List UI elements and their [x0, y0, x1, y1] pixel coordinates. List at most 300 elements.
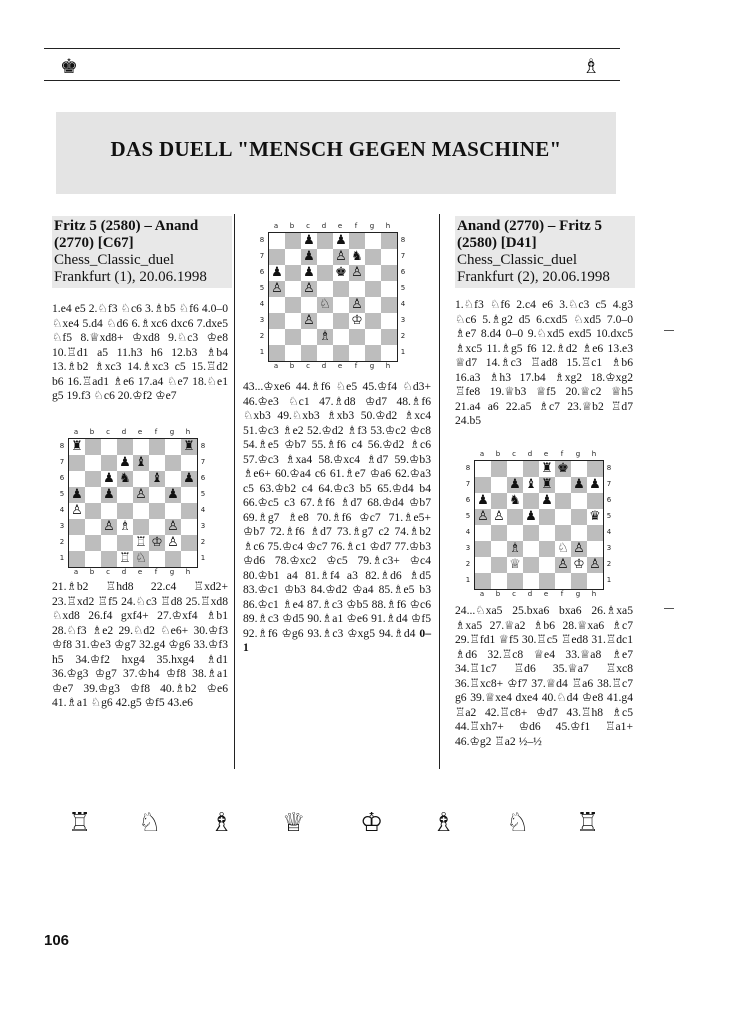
board-square [317, 249, 333, 265]
board-square [571, 493, 587, 509]
board-square [285, 297, 301, 313]
title-banner [56, 112, 616, 194]
game1-players: Fritz 5 (2580) – Anand [54, 218, 199, 234]
board-square [507, 509, 523, 525]
chess-piece: ♘ [133, 551, 149, 567]
file-label: a [273, 222, 279, 230]
file-label: a [479, 590, 485, 598]
board-square [117, 487, 133, 503]
rank-label: 1 [400, 348, 406, 356]
chess-board-3 [462, 450, 622, 600]
board-square [333, 281, 349, 297]
file-label: e [137, 428, 143, 436]
file-label: h [591, 450, 597, 458]
board-square [285, 265, 301, 281]
file-label: h [385, 222, 391, 230]
game2-moves-a: 1.♘f3 ♘f6 2.c4 e6 3.♘c3 c5 4.g3 ♘c6 5.♗g2 d5 6.cxd5 ♘xd5 7.0–0 ♗e7 8.d4 0–0 9.♘xd5 exd5 10.dxc5 ♗xc5 11.♗g5 f6 12.♗d2 ♗e6 13.e3 ♕d7 14.♗c3 ♖ad8 15.♖c1 ♗b6 16.a3 ♗h3 17.b4 ♗xg2 18.♔xg2 ♖fe8 19.♕b3 ♕f5 20.♕c2 ♕h5 21.a4 a6 22.a5 ♗c7 23.♕b2 ♖d7 24.b5 [455, 298, 633, 427]
file-label: f [560, 590, 564, 598]
rank-label: 5 [606, 512, 612, 520]
board-square [523, 525, 539, 541]
chess-piece: ♟ [541, 493, 553, 508]
chess-piece: ♕ [509, 557, 521, 572]
board-square [381, 313, 397, 329]
rank-label: 8 [400, 236, 406, 244]
board-square [69, 471, 85, 487]
chess-piece: ♟ [69, 487, 85, 503]
board-square [85, 551, 101, 567]
game1-moves-c [243, 380, 431, 656]
file-label: g [169, 428, 175, 436]
header-rule [44, 48, 620, 49]
rank-label: 6 [606, 496, 612, 504]
chess-piece: ♔ [351, 313, 363, 328]
board-square [539, 509, 555, 525]
rank-label: 7 [200, 458, 206, 466]
rank-label: 4 [465, 528, 471, 536]
file-label: a [479, 450, 485, 458]
board-square [133, 471, 149, 487]
file-label: f [354, 362, 358, 370]
board-square [507, 461, 523, 477]
bishop-icon: ♗ [582, 54, 600, 78]
chess-piece: ♟ [301, 249, 317, 265]
rank-label: 3 [400, 316, 406, 324]
rank-label: 3 [59, 522, 65, 530]
game2-event: Chess_Classic_duel [457, 252, 577, 268]
board-square [365, 281, 381, 297]
chess-piece: ♚ [335, 265, 347, 280]
board-square [301, 297, 317, 313]
board-square [101, 503, 117, 519]
board-square [301, 329, 317, 345]
board-grid [474, 460, 604, 590]
rank-label: 5 [200, 490, 206, 498]
chess-piece: ♟ [571, 477, 587, 493]
rank-label: 3 [259, 316, 265, 324]
chess-piece: ♙ [165, 519, 181, 535]
chess-piece: ♔ [149, 535, 165, 551]
rank-label: 2 [400, 332, 406, 340]
board-square [523, 461, 539, 477]
board-square [555, 477, 571, 493]
chess-piece: ♙ [493, 509, 505, 524]
rank-label: 4 [200, 506, 206, 514]
chess-piece: ♟ [507, 477, 523, 493]
chess-piece: ♘ [557, 541, 569, 556]
board-square [285, 249, 301, 265]
board-square [269, 297, 285, 313]
board-square [317, 345, 333, 361]
file-label: g [575, 590, 581, 598]
rank-label: 7 [59, 458, 65, 466]
board-square [181, 455, 197, 471]
board-square [285, 281, 301, 297]
chess-piece: ♟ [119, 455, 131, 470]
bishop-icon: ♗ [432, 808, 456, 838]
board-square [539, 525, 555, 541]
chess-piece: ♜ [181, 439, 197, 455]
board-square [381, 329, 397, 345]
board-square [571, 525, 587, 541]
board-square [587, 573, 603, 589]
chess-piece: ♜ [541, 461, 553, 476]
file-label: a [73, 568, 79, 576]
board-square [117, 503, 133, 519]
board-square [365, 249, 381, 265]
board-square [539, 557, 555, 573]
board-square [381, 297, 397, 313]
board-square [555, 573, 571, 589]
board-square [301, 345, 317, 361]
chess-piece: ♚ [555, 461, 571, 477]
board-square [133, 439, 149, 455]
board-square [555, 509, 571, 525]
board-grid [68, 438, 198, 568]
board-square [133, 519, 149, 535]
board-square [181, 503, 197, 519]
rank-label: 3 [606, 544, 612, 552]
rank-label: 4 [400, 300, 406, 308]
file-label: f [560, 450, 564, 458]
board-square [269, 249, 285, 265]
file-label: c [512, 450, 516, 458]
rook-icon: ♖ [68, 808, 92, 838]
file-label: c [512, 590, 516, 598]
rank-label: 4 [606, 528, 612, 536]
file-label: b [289, 222, 295, 230]
board-square [475, 461, 491, 477]
chess-piece: ♖ [135, 535, 147, 550]
board-square [523, 541, 539, 557]
rank-label: 3 [200, 522, 206, 530]
board-square [587, 461, 603, 477]
board-square [491, 525, 507, 541]
rank-label: 8 [465, 464, 471, 472]
chess-piece: ♗ [119, 519, 131, 534]
chess-piece: ♞ [509, 493, 521, 508]
rank-label: 6 [259, 268, 265, 276]
chess-piece: ♟ [477, 493, 489, 508]
board-square [381, 281, 397, 297]
board-square [555, 525, 571, 541]
board-square [333, 345, 349, 361]
king-icon: ♔ [360, 808, 384, 838]
file-label: c [306, 362, 310, 370]
board-square [507, 573, 523, 589]
board-square [523, 493, 539, 509]
board-square [69, 535, 85, 551]
rank-label: 6 [465, 496, 471, 504]
board-square [133, 503, 149, 519]
chess-piece: ♙ [71, 503, 83, 518]
board-square [539, 573, 555, 589]
file-label: b [289, 362, 295, 370]
file-label: g [369, 362, 375, 370]
game2-moves-b [455, 604, 633, 749]
rank-label: 6 [59, 474, 65, 482]
board-square [69, 455, 85, 471]
file-label: f [154, 428, 158, 436]
game2-players: Anand (2770) – Fritz 5 [457, 218, 602, 234]
board-square [117, 535, 133, 551]
file-label: d [527, 590, 533, 598]
board-square [333, 329, 349, 345]
rank-label: 6 [400, 268, 406, 276]
rank-label: 8 [606, 464, 612, 472]
chess-piece: ♙ [167, 535, 179, 550]
chess-piece: ♙ [571, 541, 587, 557]
rank-label: 7 [259, 252, 265, 260]
chess-piece: ♙ [301, 281, 317, 297]
board-square [149, 519, 165, 535]
board-square [365, 265, 381, 281]
rank-label: 8 [259, 236, 265, 244]
rank-label: 6 [200, 474, 206, 482]
game2-result: ½–½ [518, 734, 542, 748]
chess-piece: ♛ [589, 509, 601, 524]
file-label: g [369, 222, 375, 230]
board-square [165, 439, 181, 455]
game1-rating-eco: (2770) [C67] [54, 235, 134, 251]
board-square [539, 541, 555, 557]
king-icon: ♚ [60, 54, 78, 78]
board-square [475, 573, 491, 589]
board-square [165, 503, 181, 519]
chess-piece: ♟ [525, 509, 537, 524]
rank-label: 2 [465, 560, 471, 568]
file-label: h [591, 590, 597, 598]
board-square [587, 541, 603, 557]
chess-piece: ♖ [119, 551, 131, 566]
board-square [523, 573, 539, 589]
chess-piece: ♜ [539, 477, 555, 493]
board-square [507, 525, 523, 541]
board-square [317, 265, 333, 281]
file-label: h [185, 568, 191, 576]
board-square [571, 573, 587, 589]
rank-label: 1 [259, 348, 265, 356]
rank-label: 2 [606, 560, 612, 568]
chess-piece: ♟ [589, 477, 601, 492]
board-square [349, 281, 365, 297]
rank-label: 5 [259, 284, 265, 292]
rank-label: 8 [200, 442, 206, 450]
chess-piece: ♜ [71, 439, 83, 454]
game2-moves-b-text: 24...♘xa5 25.bxa6 bxa6 26.♗xa5 ♗xa5 27.♕a2 ♗b6 28.♕xa6 ♗c7 29.♖fd1 ♕f5 30.♖c5 ♖ed8 31.♖dc1 ♗d6 32.♖c8 ♕e4 33.♕a8 ♗e7 34.♖1c7 ♖d6 35.♕a7 ♖xc8 36.♖xc8+ ♔f7 37.♕d4 ♖a6 38.♖c7 g6 39.♕xe4 dxe4 40.♘d4 ♔e8 41.g4 ♖a2 42.♖c8+ ♔d7 43.♖h8 ♗c5 44.♖xh7+ ♔d6 45.♔f1 ♖a1+ 46.♔g2 ♖a2 [455, 604, 633, 748]
game1-result: 0–1 [243, 626, 432, 654]
board-square [85, 455, 101, 471]
rank-label: 2 [59, 538, 65, 546]
rank-label: 1 [200, 554, 206, 562]
rank-label: 4 [59, 506, 65, 514]
board-square [523, 557, 539, 573]
file-label: a [73, 428, 79, 436]
board-square [85, 503, 101, 519]
chess-piece: ♟ [335, 233, 347, 248]
rank-label: 5 [59, 490, 65, 498]
rank-label: 2 [259, 332, 265, 340]
board-square [587, 525, 603, 541]
board-square [349, 233, 365, 249]
board-square [149, 455, 165, 471]
board-square [149, 503, 165, 519]
board-square [165, 551, 181, 567]
chess-piece: ♞ [117, 471, 133, 487]
board-square [491, 493, 507, 509]
knight-icon: ♘ [138, 808, 162, 838]
chess-piece: ♟ [101, 487, 117, 503]
chess-piece: ♙ [555, 557, 571, 573]
file-label: e [543, 450, 549, 458]
board-square [149, 439, 165, 455]
board-square [285, 345, 301, 361]
chess-piece: ♟ [103, 471, 115, 486]
file-label: d [527, 450, 533, 458]
queen-icon: ♕ [282, 808, 306, 838]
file-label: h [385, 362, 391, 370]
file-label: c [306, 222, 310, 230]
rank-label: 3 [465, 544, 471, 552]
rank-label: 5 [465, 512, 471, 520]
board-square [333, 297, 349, 313]
board-square [149, 551, 165, 567]
board-square [491, 477, 507, 493]
rank-label: 2 [200, 538, 206, 546]
board-square [181, 551, 197, 567]
board-grid [268, 232, 398, 362]
board-square [491, 573, 507, 589]
file-label: d [121, 428, 127, 436]
board-square [85, 535, 101, 551]
rank-label: 4 [259, 300, 265, 308]
file-label: c [106, 568, 110, 576]
file-label: h [185, 428, 191, 436]
chess-piece: ♙ [587, 557, 603, 573]
board-square [349, 345, 365, 361]
file-label: e [137, 568, 143, 576]
chess-piece: ♙ [333, 249, 349, 265]
game1-moves-b: 21.♗b2 ♖hd8 22.c4 ♖xd2+ 23.♖xd2 ♖f5 24.♘c3 ♖d8 25.♖xd8 ♘xd8 26.f4 gxf4+ 27.♔xf4 ♗b1 28.♘f3 ♗e2 29.♘d2 ♘e6+ 30.♔f3 ♔f8 31.♔e3 ♔g7 32.g4 ♔g6 33.♔f3 h5 34.♔f2 hxg4 35.hxg4 ♗d1 36.♔g3 ♔g7 37.♔h4 ♔f8 38.♗a1 ♔e7 39.♔g3 ♔f8 40.♗b2 ♔e6 41.♗a1 ♘g6 42.g5 ♔f5 43.e6 [52, 580, 228, 709]
rank-label: 1 [59, 554, 65, 562]
board-square [285, 313, 301, 329]
board-square [475, 541, 491, 557]
file-label: g [575, 450, 581, 458]
chess-piece: ♔ [573, 557, 585, 572]
chess-piece: ♙ [269, 281, 285, 297]
board-square [317, 281, 333, 297]
board-square [555, 493, 571, 509]
board-square [365, 233, 381, 249]
board-square [317, 233, 333, 249]
game1-moves-a: 1.e4 e5 2.♘f3 ♘c6 3.♗b5 ♘f6 4.0–0 ♘xe4 5.d4 ♘d6 6.♗xc6 dxc6 7.dxe5 ♘f5 8.♕xd8+ ♔xd8 9.♘c3 ♔e8 10.♖d1 a5 11.h3 h6 12.b3 ♗b4 13.♗b2 ♗xc3 14.♗xc3 c5 15.♖d2 b6 16.♖ad1 ♗e6 17.a4 ♘e7 18.♘e1 g5 19.f3 ♘c6 20.♔f2 ♔e7 [52, 302, 228, 402]
game2-header [455, 216, 635, 288]
file-label: d [121, 568, 127, 576]
chess-piece: ♟ [181, 471, 197, 487]
board-square [365, 329, 381, 345]
chess-piece: ♘ [317, 297, 333, 313]
board-square [587, 493, 603, 509]
game1-site-date: Frankfurt (1), 20.06.1998 [54, 269, 207, 285]
board-square [365, 345, 381, 361]
board-square [491, 461, 507, 477]
chess-piece: ♙ [475, 509, 491, 525]
board-square [571, 461, 587, 477]
board-square [165, 455, 181, 471]
board-square [149, 487, 165, 503]
board-square [333, 313, 349, 329]
header-rule-bottom [44, 80, 620, 81]
file-label: f [354, 222, 358, 230]
board-square [365, 313, 381, 329]
board-square [475, 557, 491, 573]
file-label: e [337, 222, 343, 230]
board-square [165, 471, 181, 487]
board-square [69, 519, 85, 535]
column-divider-left [234, 214, 235, 769]
page-number: 106 [44, 932, 70, 949]
file-label: a [273, 362, 279, 370]
board-square [475, 477, 491, 493]
file-label: c [106, 428, 110, 436]
board-square [491, 541, 507, 557]
column-divider-right [439, 214, 440, 769]
file-label: b [495, 450, 501, 458]
chess-piece: ♝ [133, 455, 149, 471]
knight-icon: ♘ [506, 808, 530, 838]
chess-piece: ♟ [303, 233, 315, 248]
board-square [85, 471, 101, 487]
board-square [117, 439, 133, 455]
board-square [101, 551, 117, 567]
board-square [269, 345, 285, 361]
board-square [381, 345, 397, 361]
board-square [285, 233, 301, 249]
chess-board-2 [256, 222, 416, 372]
rank-label: 7 [606, 480, 612, 488]
board-square [101, 439, 117, 455]
board-square [85, 487, 101, 503]
rook-icon: ♖ [576, 808, 600, 838]
board-square [269, 329, 285, 345]
file-label: d [321, 362, 327, 370]
file-label: e [543, 590, 549, 598]
chess-piece: ♝ [525, 477, 537, 492]
board-square [85, 439, 101, 455]
file-label: f [154, 568, 158, 576]
game1-moves-c-text: 43...♔xe6 44.♗f6 ♘e5 45.♔f4 ♘d3+ 46.♔e3 ♘c1 47.♗d8 ♔d7 48.♗f6 ♘xb3 49.♘xb3 ♗xb3 50.♔d2 ♗xc4 51.♔c3 ♗e2 52.♔d2 ♗f3 53.♔c2 ♔c8 54.♗e5 ♔b7 55.♗f6 c4 56.♔d2 ♗c6 57.♔c3 ♗xa4 58.♔xc4 ♗d7 59.♔b3 ♗e6+ 60.♔a4 c6 61.♗e7 ♔a6 62.♔a3 c5 63.♔b2 c4 64.♔c3 b5 65.♔d4 b4 66.♔c5 c3 67.♗f6 ♗d7 68.♔d4 ♔b7 69.♗g7 ♗e8 70.♗f6 ♔c7 71.♗e5+ ♔b7 72.♗f6 ♗d7 73.♗g7 c2 74.♗b2 ♗c6 75.♔c4 ♔c7 76.♗c1 ♔d7 77.♔b3 ♔d6 78.♔xc2 ♔c5 79.♗c3+ ♔c4 80.♔b1 a4 81.♗f4 a3 82.♗d6 ♗d5 83.♔c1 ♔b3 84.♔d2 ♔a4 85.♗e5 b3 86.♔c1 ♗e4 87.♗c3 ♔b5 88.♗f6 ♔c6 89.♗c3 ♔d5 90.♗a1 ♔e6 91.♗d4 ♔f5 92.♗f6 ♔g6 93.♗c3 ♔xg5 94.♗d4 [243, 380, 431, 640]
board-square [349, 329, 365, 345]
board-square [475, 525, 491, 541]
rank-label: 8 [59, 442, 65, 450]
game1-header [52, 216, 232, 288]
board-square [381, 249, 397, 265]
chess-board-1 [56, 428, 216, 578]
file-label: d [321, 222, 327, 230]
board-square [181, 487, 197, 503]
chess-piece: ♙ [301, 313, 317, 329]
board-square [571, 509, 587, 525]
file-label: b [495, 590, 501, 598]
chess-piece: ♟ [271, 265, 283, 280]
chess-piece: ♟ [303, 265, 315, 280]
rank-label: 1 [465, 576, 471, 584]
file-label: e [337, 362, 343, 370]
game1-event: Chess_Classic_duel [54, 252, 174, 268]
chess-piece: ♞ [351, 249, 363, 264]
board-square [181, 519, 197, 535]
file-label: g [169, 568, 175, 576]
board-square [491, 557, 507, 573]
